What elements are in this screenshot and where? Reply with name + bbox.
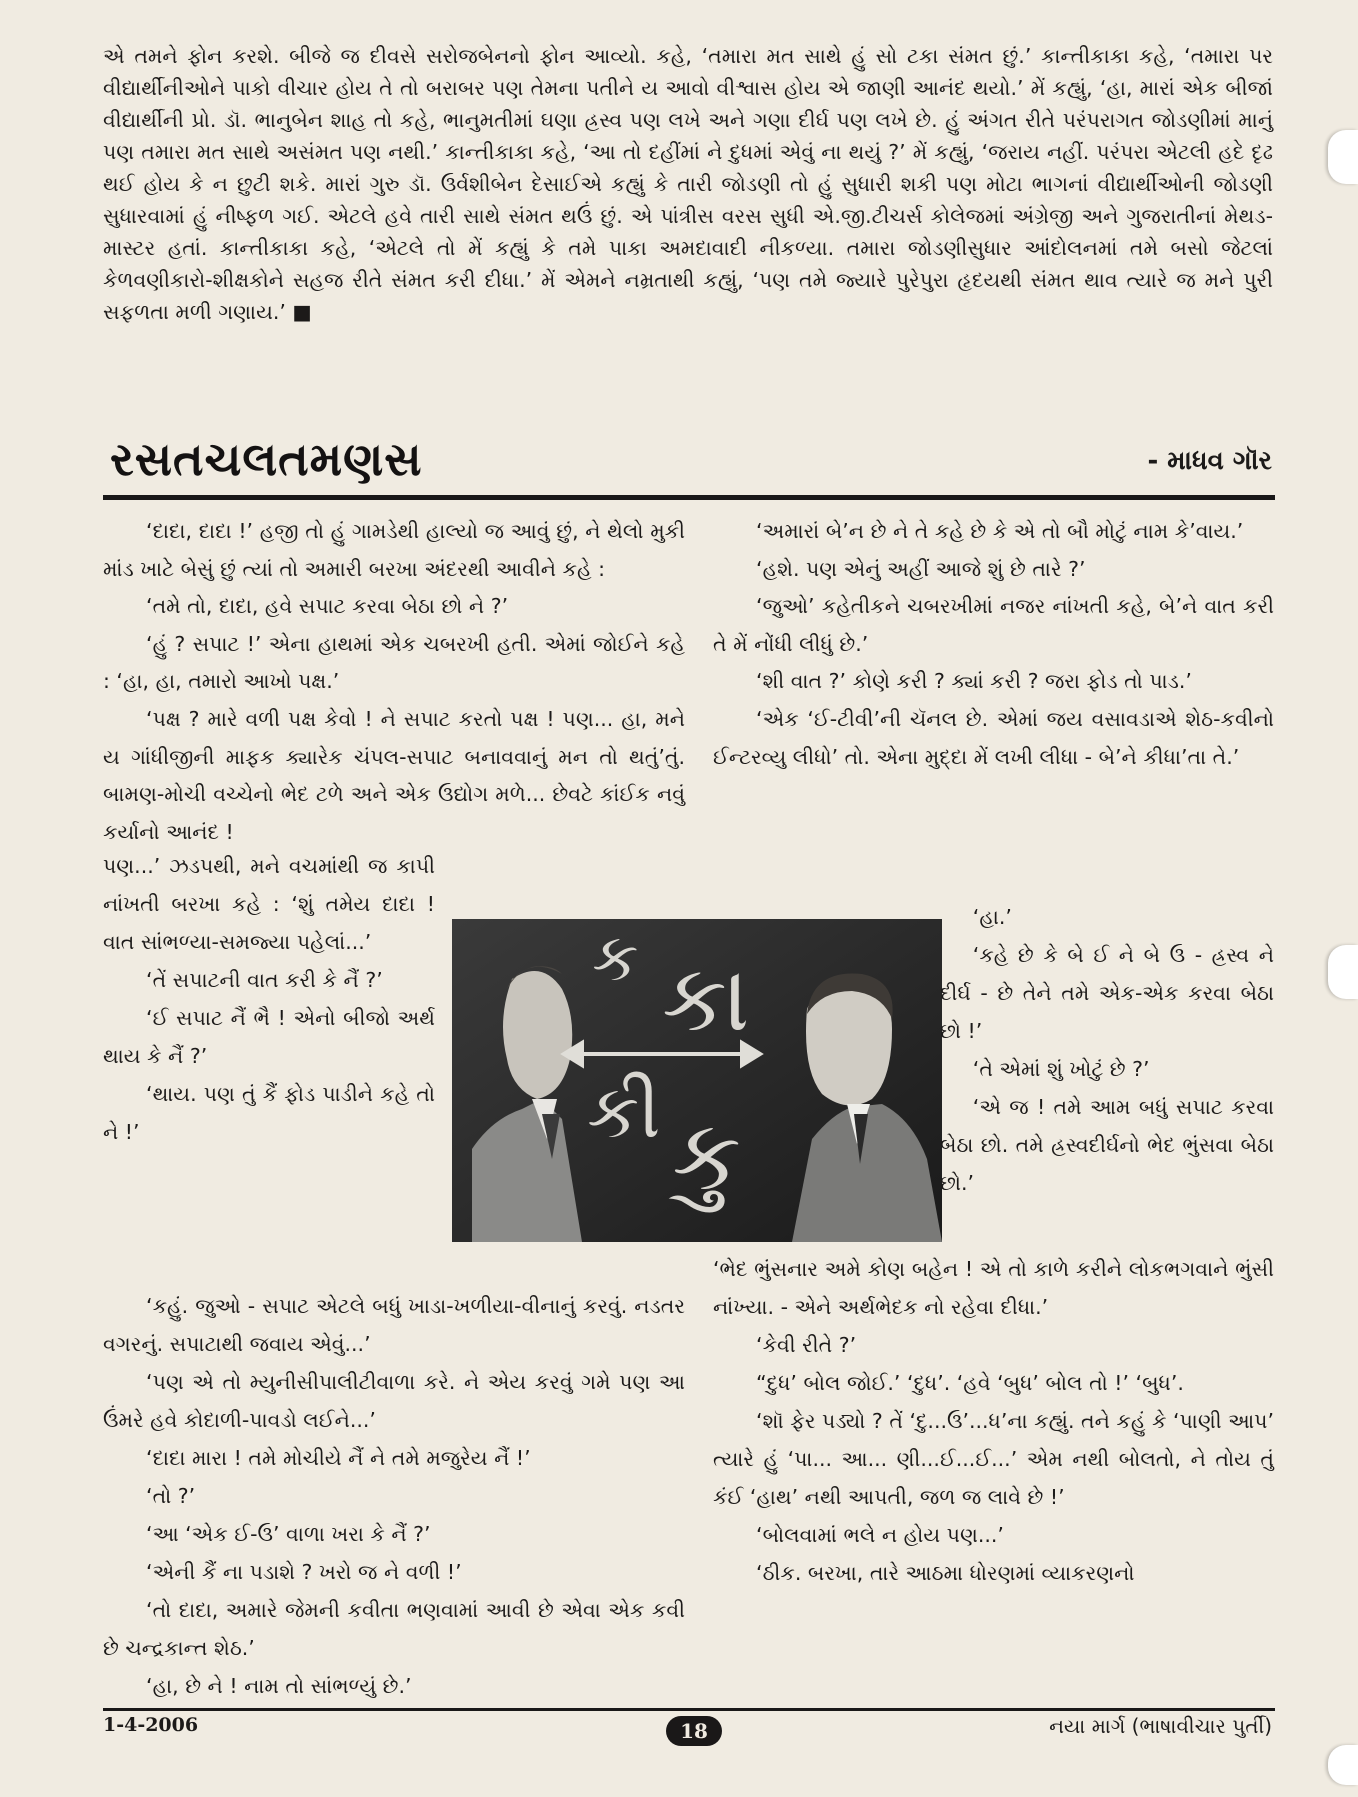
- right-bottom-paragraph: ‘બોલવામાં ભલે ન હોય પણ...’: [756, 1523, 1004, 1547]
- right-column: [713, 513, 1274, 776]
- punch-hole: [1328, 1745, 1358, 1785]
- right-paragraph: ‘અમારાં બે’ન છે ને તે કહે છે કે એ તો બૌ મોટું નામ કે’વાય.’: [756, 519, 1244, 543]
- right-bottom-paragraph: ‘કેવી રીતે ?’: [756, 1333, 857, 1357]
- left-column: [103, 513, 685, 851]
- right-bottom-column: [713, 1250, 1274, 1592]
- left-bottom-paragraph: ‘દાદા મારા ! તમે મોચીયે નૈં ને તમે મજુરેય નૈં !’: [146, 1446, 531, 1470]
- article-title: રસતચલતમણસ: [110, 432, 423, 486]
- left-bottom-paragraph: ‘આ ‘એક ઈ-ઉ’ વાળા ખરા કે નૈં ?’: [146, 1522, 431, 1546]
- left-paragraph: ‘પક્ષ ? મારે વળી પક્ષ કેવો ! ને સપાટ કરતો પક્ષ ! પણ... હા, મને ય ગાંધીજીની માફક ક્યારેક ચંપલ-સપાટ બનાવવાનું મન તો થતું’તું. બામણ-મોચી વચ્ચેનો ભેદ ટળે અને એક ઉદ્યોગ મળે... છેવટે કાંઈક નવું કર્યાનો આનંદ !: [103, 706, 685, 844]
- right-wrap-column: [940, 898, 1274, 1202]
- letter-ku: કુ: [672, 1099, 742, 1213]
- letter-ka: ક: [592, 919, 639, 996]
- article-illustration: [452, 919, 942, 1242]
- right-paragraph: ‘એક ‘ઈ-ટીવી’ની ચૅનલ છે. એમાં જય વસાવડાએ શેઠ-કવીનો ઈન્ટરવ્યુ લીધો’ તો. એના મુદ્દા મેં લખી લીધા - બે’ને કીધા’તા તે.’: [713, 706, 1274, 769]
- left-wrap-paragraph: ‘થાય. પણ તું કૈં ફોડ પાડીને કહે તો ને !’: [103, 1082, 435, 1144]
- letter-ki: કી: [587, 1069, 661, 1155]
- left-bottom-paragraph: ‘તો ?’: [146, 1484, 196, 1508]
- left-wrap-paragraph: ‘ઈ સપાટ નૈં ભૈ ! એનો બીજો અર્થ થાય કે નૈં ?’: [103, 1006, 435, 1068]
- page-number-badge: 18: [666, 1716, 722, 1746]
- left-wrap-paragraph: પણ...’ ઝડપથી, મને વચમાંથી જ કાપી નાંખતી બરખા કહે : ‘શું તમેય દાદા ! વાત સાંભળ્યા-સમજ્યા પહેલાં...’: [103, 854, 435, 954]
- left-wrap-column: [103, 847, 435, 1151]
- left-paragraph: ‘હું ? સપાટ !’ એના હાથમાં એક ચબરખી હતી. એમાં જોઈને કહે : ‘હા, હા, તમારો આખો પક્ષ.’: [103, 631, 685, 694]
- left-bottom-column: [103, 1287, 685, 1705]
- letter-kaa: કા: [662, 945, 750, 1052]
- punch-hole: [1328, 130, 1358, 184]
- publication-name: નયા માર્ગ (ભાષાવીચાર પુર્તી): [1049, 1714, 1272, 1738]
- left-bottom-paragraph: ‘કહું. જુઓ - સપાટ એટલે બધું ખાડા-ખળીયા-વીનાનું કરવું. નડતર વગરનું. સપાટાથી જવાય એવું...’: [103, 1294, 685, 1356]
- right-wrap-paragraph: ‘તે એમાં શું ખોટું છે ?’: [972, 1057, 1150, 1081]
- left-bottom-paragraph: ‘હા, છે ને ! નામ તો સાંભળ્યું છે.’: [146, 1674, 412, 1698]
- left-bottom-paragraph: ‘એની કૈં ના પડાશે ? ખરો જ ને વળી !’: [146, 1560, 462, 1584]
- left-paragraph: ‘તમે તો, દાદા, હવે સપાટ કરવા બેઠા છો ને ?’: [146, 594, 509, 619]
- left-bottom-paragraph: ‘તો દાદા, અમારે જેમની કવીતા ભણવામાં આવી છે એવા એક કવી છે ચન્દ્રકાન્ત શેઠ.’: [103, 1598, 685, 1660]
- left-wrap-paragraph: ‘તેં સપાટની વાત કરી કે નૈં ?’: [146, 968, 383, 992]
- right-paragraph: ‘હશે. પણ એનું અહીં આજે શું છે તારે ?’: [756, 556, 1086, 581]
- right-bottom-paragraph: “દુધ’ બોલ જોઈ.’ ‘દુધ’. ‘હવે ‘બુધ’ બોલ તો !’ ‘બુધ’.: [756, 1371, 1184, 1395]
- punch-hole: [1328, 945, 1358, 999]
- right-wrap-paragraph: ‘હા.’: [972, 905, 1012, 929]
- title-divider: [103, 495, 1275, 500]
- right-bottom-paragraph: ‘ઠીક. બરખા, તારે આઠમા ધોરણમાં વ્યાકરણનો: [756, 1561, 1135, 1585]
- intro-paragraph: એ તમને ફોન કરશે. બીજે જ દીવસે સરોજબેનનો ફોન આવ્યો. કહે, ‘તમારા મત સાથે હું સો ટકા સંમત છું.’ કાન્તીકાકા કહે, ‘તમારા પર વીદ્યાર્થીનીઓને પાકો વીચાર હોય તે તો બરાબર પણ તેમના પતીને ય આવો વીશ્વાસ હોય એ જાણી આનંદ થયો.’ મેં કહ્યું, ‘હા, મારાં એક બીજાં વીદ્યાર્થીની પ્રો. ડૉ. ભાનુબેન શાહ તો કહે, ભાનુમતીમાં ઘણા હ્રસ્વ પણ લખે અને ગણા દીર્ઘ પણ લખે છે. હું અંગત રીતે પરંપરાગત જોડણીમાં માનું પણ તમારા મત સાથે અસંમત પણ નથી.’ કાન્તીકાકા કહે, ‘આ તો દહીંમાં ને દુધમાં એવું ના થયું ?’ મેં કહ્યું, ‘જરાય નહીં. પરંપરા એટલી હદે દૃઢ થઈ હોય કે ન છુટી શકે. મારાં ગુરુ ડૉ. ઉર્વશીબેન દેસાઈએ કહ્યું કે તારી જોડણી તો હું સુધારી શકી પણ મોટા ભાગનાં વીદ્યાર્થીઓની જોડણી સુધારવામાં હું નીષ્ફળ ગઈ. એટલે હવે તારી સાથે સંમત થઉં છું. એ પાંત્રીસ વરસ સુધી એ.જી.ટીચર્સ કોલેજમાં અંગ્રેજી અને ગુજરાતીનાં મેથડ-માસ્ટર હતાં. કાન્તીકાકા કહે, ‘એટલે તો મેં કહ્યું કે તમે પાકા અમદાવાદી નીકળ્યા. તમારા જોડણીસુધાર આંદોલનમાં તમે બસો જેટલાં કેળવણીકારો-શીક્ષકોને સહજ રીતે સંમત કરી દીધા.’ મેં એમને નમ્રતાથી કહ્યું, ‘પણ તમે જ્યારે પુરેપુરા હૃદયથી સંમત થાવ ત્યારે જ મને પુરી સફળતા મળી ગણાય.’ ■: [103, 44, 1273, 324]
- issue-date: 1-4-2006: [103, 1714, 199, 1736]
- article-author: - માધવ ગૉર: [1147, 446, 1272, 476]
- right-wrap-paragraph: ‘કહે છે કે બે ઈ ને બે ઉ - હ્રસ્વ ને દીર્ઘ - છે તેને તમે એક-એક કરવા બેઠા છો !’: [940, 943, 1274, 1043]
- right-paragraph: ‘શી વાત ?’ કોણે કરી ? ક્યાં કરી ? જરા ફોડ તો પાડ.’: [756, 669, 1192, 694]
- right-paragraph: ‘જુઓ’ કહેતીકને ચબરખીમાં નજર નાંખતી કહે, બે’ને વાત કરી તે મેં નોંધી લીધું છે.’: [713, 594, 1274, 656]
- footer-divider: [103, 1708, 1275, 1711]
- right-wrap-paragraph: ‘એ જ ! તમે આમ બધું સપાટ કરવા બેઠા છો. તમે હ્રસ્વદીર્ઘનો ભેદ ભુંસવા બેઠા છો.’: [940, 1095, 1274, 1195]
- right-bottom-paragraph: ‘શૉ ફેર પડ્યો ? તેં ‘દુ...ઉ’...ધ’ના કહ્યું. તને કહું કે ‘પાણી આપ’ ત્યારે હું ‘પા... આ... ણી...ઈ...ઈ...’ એમ નથી બોલતો, ને તોય તું કંઈ ‘હાથ’ નથી આપતી, જળ જ લાવે છે !’: [713, 1409, 1274, 1509]
- right-bottom-paragraph: ‘ભેદ ભુંસનાર અમે કોણ બહેન ! એ તો કાળે કરીને લોકભગવાને ભુંસી નાંખ્યા. - એને અર્થભેદક નો રહેવા દીધા.’: [713, 1257, 1274, 1319]
- left-paragraph: ‘દાદા, દાદા !’ હજી તો હું ગામડેથી હાલ્યો જ આવું છું, ને થેલો મુકી માંડ ખાટે બેસું છું ત્યાં તો અમારી બરખા અંદરથી આવીને કહે :: [103, 519, 685, 581]
- left-bottom-paragraph: ‘પણ એ તો મ્યુનીસીપાલીટીવાળા કરે. ને એય કરવું ગમે પણ આ ઉંમરે હવે કોદાળી-પાવડો લઈને...’: [103, 1370, 685, 1432]
